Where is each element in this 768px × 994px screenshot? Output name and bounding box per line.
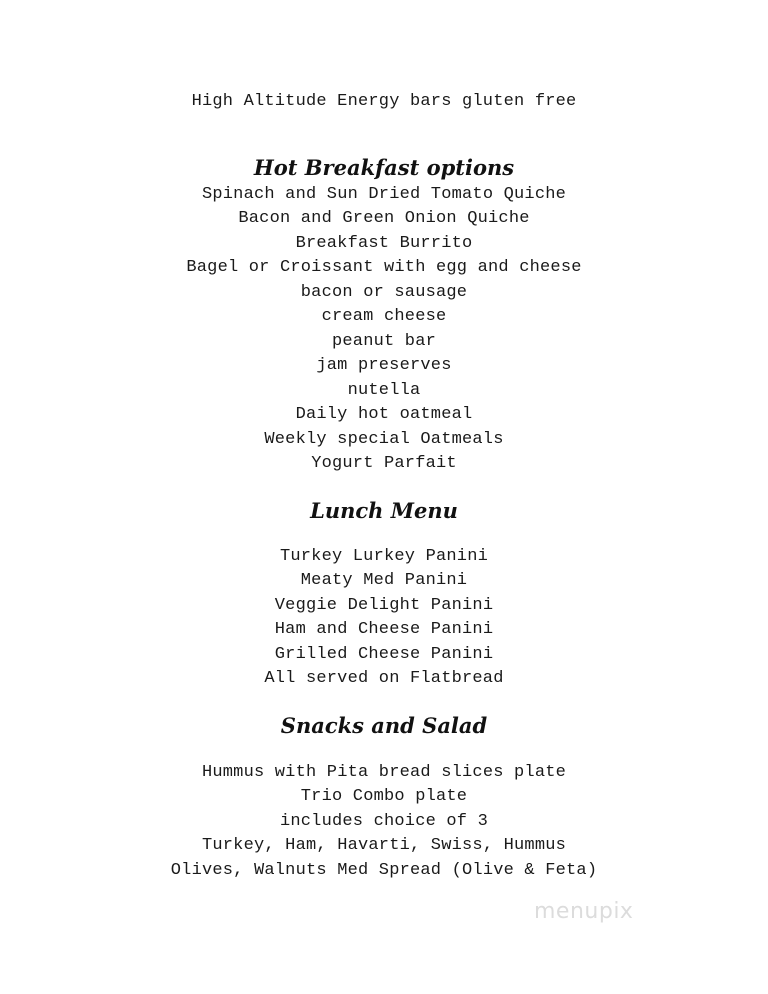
lunch-item: Veggie Delight Panini bbox=[274, 596, 494, 615]
snacks-heading: Snacks and Salad bbox=[280, 713, 488, 738]
breakfast-item: Weekly special Oatmeals bbox=[264, 430, 504, 449]
breakfast-item: bacon or sausage bbox=[300, 283, 468, 302]
breakfast-item: jam preserves bbox=[316, 356, 452, 375]
breakfast-item: Yogurt Parfait bbox=[311, 454, 457, 473]
breakfast-item: Bacon and Green Onion Quiche bbox=[238, 209, 530, 228]
intro-line: High Altitude Energy bars gluten free bbox=[191, 92, 577, 111]
breakfast-item: Breakfast Burrito bbox=[295, 234, 473, 253]
breakfast-item: nutella bbox=[347, 381, 421, 400]
lunch-item: Meaty Med Panini bbox=[300, 571, 468, 590]
lunch-item: All served on Flatbread bbox=[264, 669, 504, 688]
breakfast-item: Spinach and Sun Dried Tomato Quiche bbox=[201, 185, 567, 204]
breakfast-heading: Hot Breakfast options bbox=[253, 155, 515, 180]
snacks-item: Hummus with Pita bread slices plate bbox=[201, 763, 567, 782]
lunch-item: Ham and Cheese Panini bbox=[274, 620, 494, 639]
snacks-item: Trio Combo plate bbox=[300, 787, 468, 806]
snacks-item: includes choice of 3 bbox=[279, 812, 489, 831]
breakfast-item: cream cheese bbox=[321, 307, 447, 326]
snacks-item: Turkey, Ham, Havarti, Swiss, Hummus bbox=[201, 836, 567, 855]
lunch-heading: Lunch Menu bbox=[310, 498, 458, 523]
breakfast-item: peanut bar bbox=[331, 332, 437, 351]
lunch-item: Turkey Lurkey Panini bbox=[279, 547, 489, 566]
breakfast-item: Bagel or Croissant with egg and cheese bbox=[186, 258, 582, 277]
menupix-watermark: menupix bbox=[534, 899, 634, 924]
breakfast-item: Daily hot oatmeal bbox=[295, 405, 473, 424]
lunch-item: Grilled Cheese Panini bbox=[274, 645, 494, 664]
snacks-item: Olives, Walnuts Med Spread (Olive & Feta) bbox=[170, 861, 598, 880]
